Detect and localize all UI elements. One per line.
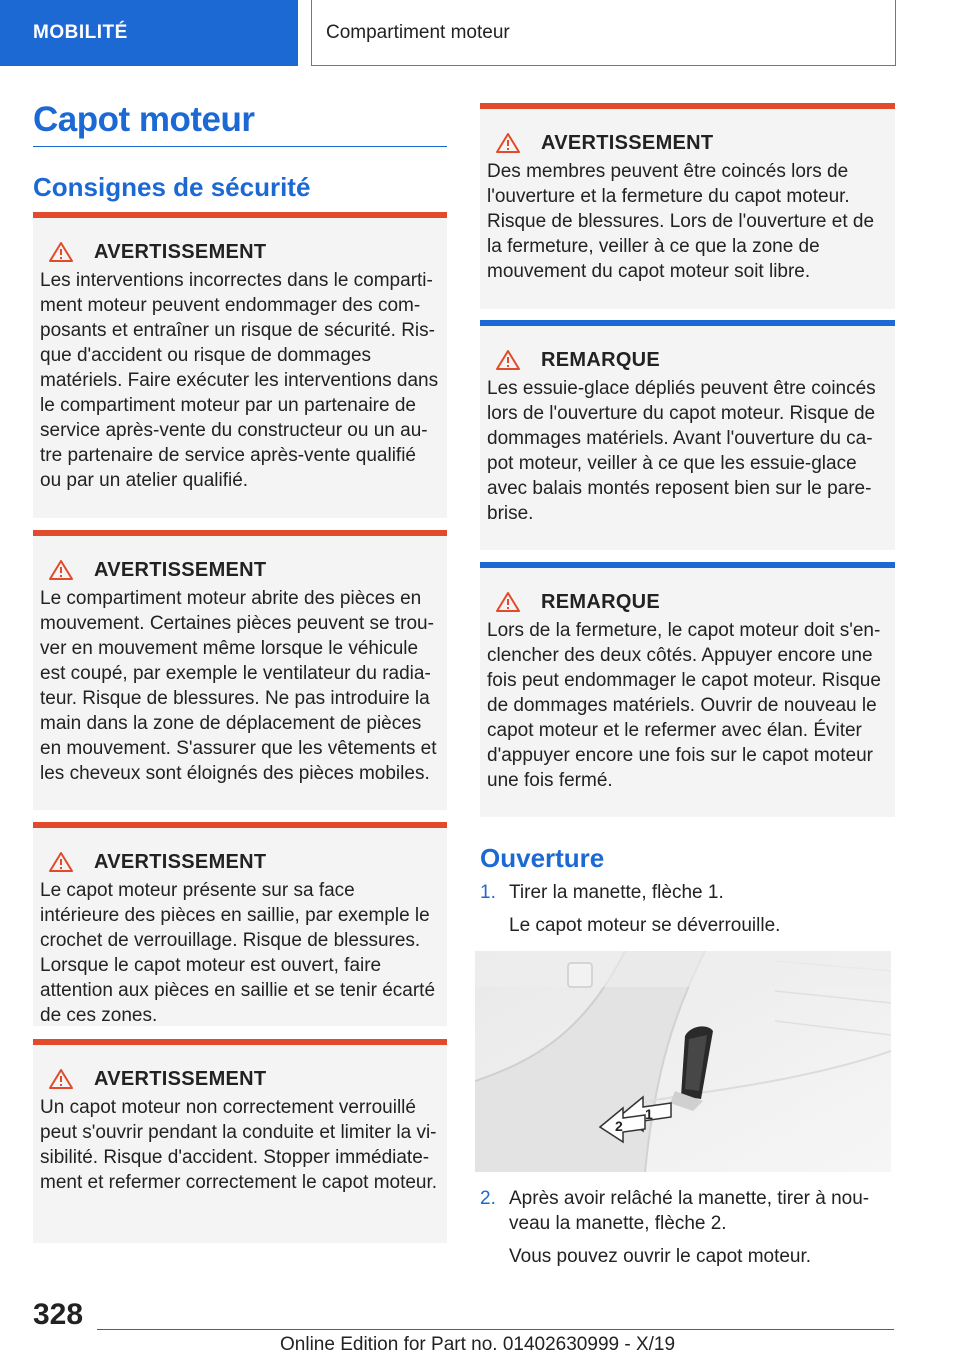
warning-box-3 (33, 822, 447, 1026)
note-text: Les essuie-glace dépliés peuvent être coincés lors de l'ouverture du capot moteur. Risque de dommages matériels. Avant l'ouverture du capot moteur, veiller à ce que les essuie-glace avec balais montés reposent bien sur le pare-brise. (487, 378, 876, 524)
page-number: 328 (33, 1298, 84, 1331)
warning-triangle-icon (495, 591, 521, 613)
hood-release-figure (475, 951, 891, 1172)
warning-box-4 (33, 1039, 447, 1243)
warning-label: AVERTISSEMENT (94, 850, 267, 873)
warning-triangle-icon (495, 349, 521, 371)
arrow-1-label: 1 (645, 1106, 653, 1122)
warning-box-2 (33, 530, 447, 810)
warning-triangle-icon (48, 559, 74, 581)
footer-divider (97, 1329, 894, 1330)
safety-heading: Consignes de sécurité (33, 172, 311, 202)
warning-text: Le compartiment moteur abrite des pièces en mouvement. Certaines pièces peuvent se trouver en mouvement même lorsque le véhicule est coupé, par exemple le ventilateur du radiateur. Risque de blessures. Ne pas introduire la main dans la zone de déplacement de pièces en mouvement. S'assurer que les vêtements et les cheveux sont éloignés des pièces mobiles. (40, 588, 437, 784)
note-text: Lors de la fermeture, le capot moteur doit s'enclencher des deux côtés. Appuyer encore une fois peut endommager le capot moteur. Risque de dommages matériels. Ouvrir de nouveau le capot moteur et le refermer avec élan. Éviter d'appuyer encore une fois sur le capot moteur une fois fermé. (487, 620, 881, 791)
warning-text: Un capot moteur non correctement verrouillé peut s'ouvrir pendant la conduite et limiter la visibilité. Risque d'accident. Stopper immédiatement et refermer correctement le capot moteur. (40, 1097, 438, 1193)
note-box-2 (480, 562, 895, 817)
note-label: REMARQUE (541, 348, 661, 371)
step-number: 2. (480, 1188, 496, 1209)
warning-label: AVERTISSEMENT (94, 1067, 267, 1090)
step-1 (480, 880, 890, 938)
chapter-label: Compartiment moteur (326, 21, 510, 43)
warning-label: AVERTISSEMENT (541, 131, 714, 154)
edition-note: Online Edition for Part no. 01402630999 - X/19 (280, 1334, 676, 1355)
warning-box-1 (33, 212, 447, 518)
warning-text: Le capot moteur présente sur sa face intérieure des pièces en saillie, par exemple le crochet de verrouillage. Risque de blessures. Lorsque le capot moteur est ouvert, faire attention aux pièces en saillie et se tenir écarté de ces zones. (40, 880, 436, 1026)
step-result: Le capot moteur se déverrouille. (509, 915, 781, 936)
step-text: Tirer la manette, flèche 1. (509, 882, 724, 903)
page-title: Capot moteur (33, 100, 255, 139)
opening-heading: Ouverture (480, 843, 605, 873)
warning-triangle-icon (48, 241, 74, 263)
step-text: Après avoir relâché la manette, tirer à nouveau la manette, flèche 2. (509, 1188, 870, 1234)
warning-triangle-icon (48, 1068, 74, 1090)
warning-label: AVERTISSEMENT (94, 558, 267, 581)
section-label: MOBILITÉ (33, 22, 128, 43)
title-divider (33, 146, 447, 147)
warning-label: AVERTISSEMENT (94, 240, 267, 263)
section-tab (0, 0, 298, 66)
step-number: 1. (480, 882, 496, 903)
step-2 (480, 1186, 890, 1269)
warning-box-5 (480, 103, 895, 309)
note-box-1 (480, 320, 895, 550)
arrow-2-label: 2 (615, 1118, 623, 1134)
step-result: Vous pouvez ouvrir le capot moteur. (509, 1246, 812, 1267)
warning-triangle-icon (495, 132, 521, 154)
warning-triangle-icon (48, 851, 74, 873)
chapter-header (311, 0, 896, 66)
note-label: REMARQUE (541, 590, 661, 613)
warning-text: Des membres peuvent être coincés lors de l'ouverture et la fermeture du capot moteur. Risque de blessures. Lors de l'ouverture et de la fermeture, veiller à ce que la zone de mouvement du capot moteur soit libre. (487, 161, 875, 282)
warning-text: Les interventions incorrectes dans le compartiment moteur peuvent endommager des composants et entraîner un risque de sécurité. Risque d'accident ou risque de dommages matériels. Faire exécuter les interventions dans le compartiment moteur par un partenaire de service après-vente du constructeur ou un autre partenaire de service après-vente qualifié ou par un atelier qualifié. (40, 270, 439, 491)
